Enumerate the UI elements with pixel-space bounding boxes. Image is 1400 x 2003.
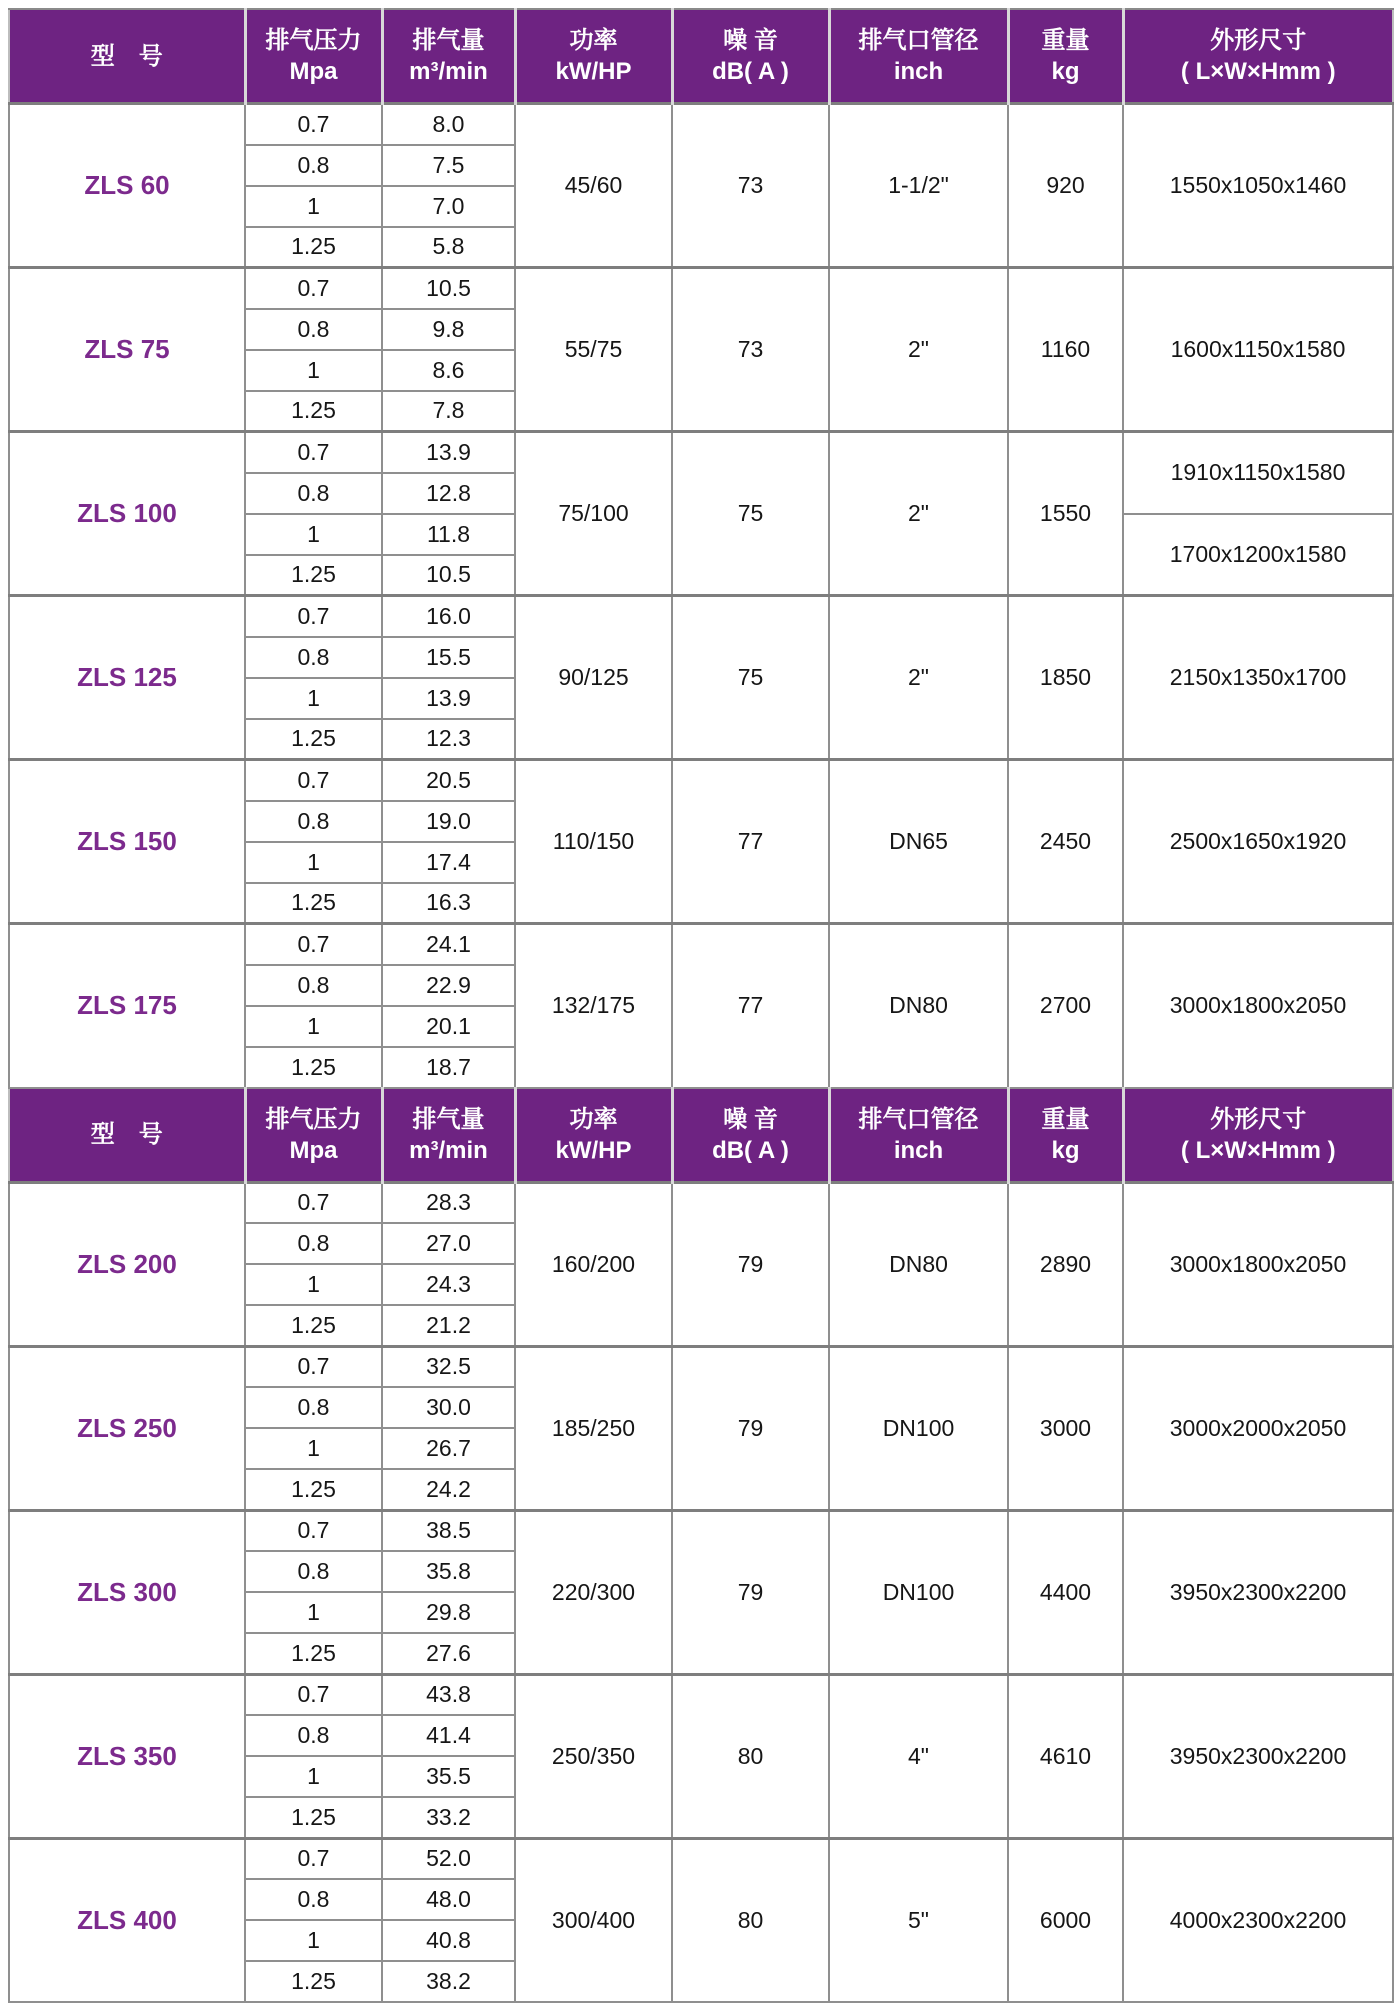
power-cell: 185/250 — [515, 1346, 672, 1510]
pressure-cell: 1.25 — [245, 1961, 382, 2002]
displacement-cell: 38.2 — [382, 1961, 515, 2002]
dimensions-cell: 2150x1350x1700 — [1123, 596, 1393, 760]
column-header-displacement-label: 排气量 — [412, 1105, 485, 1133]
column-header-pipe-unit: inch — [893, 58, 944, 85]
column-header-displacement-unit: m³/min — [409, 58, 488, 85]
displacement-cell: 27.0 — [382, 1223, 515, 1264]
pressure-cell: 0.8 — [245, 965, 382, 1006]
displacement-cell: 16.0 — [382, 596, 515, 637]
displacement-cell: 24.2 — [382, 1469, 515, 1510]
column-header-power-label: 功率 — [569, 27, 618, 54]
column-header-noise-unit: dB( A ) — [712, 58, 789, 85]
pressure-cell: 1.25 — [245, 883, 382, 924]
spec-row — [9, 1838, 1393, 1879]
pressure-cell: 0.8 — [245, 145, 382, 186]
pressure-cell: 0.8 — [245, 1879, 382, 1920]
weight-cell: 4400 — [1008, 1510, 1123, 1674]
displacement-cell: 16.3 — [382, 883, 515, 924]
pressure-cell: 0.8 — [245, 637, 382, 678]
pressure-cell: 0.7 — [245, 1182, 382, 1223]
pressure-cell: 1.25 — [245, 1797, 382, 1838]
column-header-displacement — [382, 9, 515, 104]
displacement-cell: 52.0 — [382, 1838, 515, 1879]
column-header-power-label: 功率 — [569, 1105, 618, 1133]
displacement-cell: 12.8 — [382, 473, 515, 514]
displacement-cell: 13.9 — [382, 678, 515, 719]
displacement-cell: 43.8 — [382, 1674, 515, 1715]
pressure-cell: 1 — [245, 1428, 382, 1469]
column-header-displacement-label: 排气量 — [412, 27, 485, 54]
displacement-cell: 7.5 — [382, 145, 515, 186]
pipe-diameter-cell: 2" — [829, 432, 1008, 596]
weight-cell: 1850 — [1008, 596, 1123, 760]
pressure-cell: 1 — [245, 1756, 382, 1797]
pressure-cell: 0.7 — [245, 432, 382, 473]
pipe-diameter-cell: DN80 — [829, 924, 1008, 1088]
pressure-cell: 1 — [245, 1264, 382, 1305]
pressure-cell: 1 — [245, 678, 382, 719]
column-header-model — [9, 1088, 245, 1183]
dimensions-cell: 3000x1800x2050 — [1123, 1182, 1393, 1346]
pressure-cell: 0.7 — [245, 596, 382, 637]
column-header-power — [515, 9, 672, 104]
pressure-cell: 1.25 — [245, 1469, 382, 1510]
column-header-displacement — [382, 1088, 515, 1183]
dimensions-cell: 3000x2000x2050 — [1123, 1346, 1393, 1510]
model-cell: ZLS 100 — [9, 432, 245, 596]
pipe-diameter-cell: 4" — [829, 1674, 1008, 1838]
spec-row — [9, 1674, 1393, 1715]
pipe-diameter-cell: DN100 — [829, 1510, 1008, 1674]
column-header-pipe-label: 排气口管径 — [858, 27, 979, 54]
pressure-cell: 0.7 — [245, 1674, 382, 1715]
pressure-cell: 0.7 — [245, 760, 382, 801]
spec-row — [9, 104, 1393, 145]
noise-cell: 73 — [672, 268, 829, 432]
model-cell: ZLS 75 — [9, 268, 245, 432]
pressure-cell: 1 — [245, 350, 382, 391]
dimensions-cell: 3950x2300x2200 — [1123, 1674, 1393, 1838]
power-cell: 55/75 — [515, 268, 672, 432]
dimensions-cell: 1910x1150x1580 — [1123, 432, 1393, 514]
displacement-cell: 18.7 — [382, 1047, 515, 1088]
pressure-cell: 0.7 — [245, 1346, 382, 1387]
column-header-model-label: 型 号 — [90, 42, 163, 70]
pipe-diameter-cell: DN100 — [829, 1346, 1008, 1510]
power-cell: 90/125 — [515, 596, 672, 760]
displacement-cell: 20.5 — [382, 760, 515, 801]
column-header-pressure — [245, 9, 382, 104]
noise-cell: 77 — [672, 924, 829, 1088]
column-header-pipe-unit: inch — [893, 1136, 944, 1164]
pressure-cell: 1.25 — [245, 1047, 382, 1088]
noise-cell: 79 — [672, 1182, 829, 1346]
dimensions-cell: 1600x1150x1580 — [1123, 268, 1393, 432]
displacement-cell: 13.9 — [382, 432, 515, 473]
displacement-cell: 22.9 — [382, 965, 515, 1006]
pressure-cell: 0.8 — [245, 309, 382, 350]
power-cell: 160/200 — [515, 1182, 672, 1346]
pressure-cell: 0.8 — [245, 1715, 382, 1756]
pressure-cell: 1.25 — [245, 1305, 382, 1346]
pipe-diameter-cell: 2" — [829, 268, 1008, 432]
pressure-cell: 0.7 — [245, 104, 382, 145]
displacement-cell: 11.8 — [382, 514, 515, 555]
model-cell: ZLS 350 — [9, 1674, 245, 1838]
column-header-power — [515, 1088, 672, 1183]
column-header-dims-unit: ( L×W×Hmm ) — [1180, 1136, 1336, 1164]
displacement-cell: 32.5 — [382, 1346, 515, 1387]
pipe-diameter-cell: DN80 — [829, 1182, 1008, 1346]
pressure-cell: 1 — [245, 186, 382, 227]
pressure-cell: 1.25 — [245, 719, 382, 760]
column-header-pipe — [829, 9, 1008, 104]
displacement-cell: 5.8 — [382, 227, 515, 268]
displacement-cell: 24.3 — [382, 1264, 515, 1305]
noise-cell: 79 — [672, 1346, 829, 1510]
spec-row — [9, 1346, 1393, 1387]
column-header-dims-unit: ( L×W×Hmm ) — [1180, 58, 1336, 85]
column-header-pressure-unit: Mpa — [289, 1136, 338, 1164]
pressure-cell: 0.7 — [245, 1510, 382, 1551]
noise-cell: 75 — [672, 596, 829, 760]
column-header-power-unit: kW/HP — [555, 58, 632, 85]
weight-cell: 2700 — [1008, 924, 1123, 1088]
column-header-dims-label: 外形尺寸 — [1210, 27, 1307, 54]
noise-cell: 75 — [672, 432, 829, 596]
weight-cell: 3000 — [1008, 1346, 1123, 1510]
displacement-cell: 30.0 — [382, 1387, 515, 1428]
column-header-noise — [672, 9, 829, 104]
column-header-weight-label: 重量 — [1041, 1105, 1090, 1133]
displacement-cell: 29.8 — [382, 1592, 515, 1633]
weight-cell: 1550 — [1008, 432, 1123, 596]
pipe-diameter-cell: DN65 — [829, 760, 1008, 924]
column-header-row-0 — [9, 9, 1393, 104]
dimensions-cell: 1700x1200x1580 — [1123, 514, 1393, 596]
spec-table-body — [9, 9, 1393, 2002]
displacement-cell: 10.5 — [382, 268, 515, 309]
power-cell: 75/100 — [515, 432, 672, 596]
noise-cell: 80 — [672, 1674, 829, 1838]
column-header-displacement-unit: m³/min — [409, 1136, 488, 1164]
model-cell: ZLS 400 — [9, 1838, 245, 2002]
spec-row — [9, 596, 1393, 637]
pressure-cell: 0.7 — [245, 268, 382, 309]
power-cell: 300/400 — [515, 1838, 672, 2002]
spec-row — [9, 1182, 1393, 1223]
spec-row — [9, 268, 1393, 309]
power-cell: 45/60 — [515, 104, 672, 268]
spec-row — [9, 432, 1393, 473]
weight-cell: 2890 — [1008, 1182, 1123, 1346]
column-header-weight — [1008, 1088, 1123, 1183]
pressure-cell: 1 — [245, 1006, 382, 1047]
column-header-pipe — [829, 1088, 1008, 1183]
displacement-cell: 7.0 — [382, 186, 515, 227]
column-header-row-1 — [9, 1088, 1393, 1183]
weight-cell: 6000 — [1008, 1838, 1123, 2002]
pressure-cell: 0.8 — [245, 1551, 382, 1592]
weight-cell: 4610 — [1008, 1674, 1123, 1838]
weight-cell: 1160 — [1008, 268, 1123, 432]
pressure-cell: 0.7 — [245, 1838, 382, 1879]
column-header-weight-unit: kg — [1051, 58, 1080, 85]
noise-cell: 73 — [672, 104, 829, 268]
dimensions-cell: 2500x1650x1920 — [1123, 760, 1393, 924]
dimensions-cell: 4000x2300x2200 — [1123, 1838, 1393, 2002]
pressure-cell: 1.25 — [245, 391, 382, 432]
noise-cell: 80 — [672, 1838, 829, 2002]
column-header-noise-label: 噪 音 — [723, 1105, 778, 1133]
displacement-cell: 27.6 — [382, 1633, 515, 1674]
spec-row — [9, 1510, 1393, 1551]
column-header-pipe-label: 排气口管径 — [858, 1105, 979, 1133]
displacement-cell: 24.1 — [382, 924, 515, 965]
displacement-cell: 35.8 — [382, 1551, 515, 1592]
column-header-weight-label: 重量 — [1041, 27, 1090, 54]
pipe-diameter-cell: 5" — [829, 1838, 1008, 2002]
displacement-cell: 8.0 — [382, 104, 515, 145]
power-cell: 110/150 — [515, 760, 672, 924]
spec-row — [9, 924, 1393, 965]
model-cell: ZLS 200 — [9, 1182, 245, 1346]
column-header-pressure-unit: Mpa — [289, 58, 338, 85]
column-header-noise-label: 噪 音 — [723, 27, 778, 54]
model-cell: ZLS 150 — [9, 760, 245, 924]
column-header-weight-unit: kg — [1051, 1136, 1080, 1164]
displacement-cell: 38.5 — [382, 1510, 515, 1551]
column-header-power-unit: kW/HP — [555, 1136, 632, 1164]
displacement-cell: 15.5 — [382, 637, 515, 678]
displacement-cell: 28.3 — [382, 1182, 515, 1223]
column-header-dims-label: 外形尺寸 — [1210, 1105, 1307, 1133]
noise-cell: 79 — [672, 1510, 829, 1674]
displacement-cell: 17.4 — [382, 842, 515, 883]
weight-cell: 2450 — [1008, 760, 1123, 924]
displacement-cell: 40.8 — [382, 1920, 515, 1961]
power-cell: 132/175 — [515, 924, 672, 1088]
column-header-dims — [1123, 9, 1393, 104]
column-header-model — [9, 9, 245, 104]
column-header-pressure-label: 排气压力 — [265, 27, 362, 54]
pressure-cell: 1.25 — [245, 1633, 382, 1674]
power-cell: 250/350 — [515, 1674, 672, 1838]
displacement-cell: 48.0 — [382, 1879, 515, 1920]
displacement-cell: 20.1 — [382, 1006, 515, 1047]
pressure-cell: 0.8 — [245, 1223, 382, 1264]
model-cell: ZLS 125 — [9, 596, 245, 760]
pipe-diameter-cell: 2" — [829, 596, 1008, 760]
noise-cell: 77 — [672, 760, 829, 924]
column-header-pressure-label: 排气压力 — [265, 1105, 362, 1133]
dimensions-cell: 3000x1800x2050 — [1123, 924, 1393, 1088]
column-header-weight — [1008, 9, 1123, 104]
model-cell: ZLS 300 — [9, 1510, 245, 1674]
weight-cell: 920 — [1008, 104, 1123, 268]
pressure-cell: 1 — [245, 1592, 382, 1633]
model-cell: ZLS 250 — [9, 1346, 245, 1510]
displacement-cell: 21.2 — [382, 1305, 515, 1346]
pressure-cell: 1 — [245, 514, 382, 555]
pressure-cell: 1.25 — [245, 555, 382, 596]
displacement-cell: 10.5 — [382, 555, 515, 596]
pressure-cell: 0.7 — [245, 924, 382, 965]
displacement-cell: 9.8 — [382, 309, 515, 350]
displacement-cell: 33.2 — [382, 1797, 515, 1838]
model-cell: ZLS 175 — [9, 924, 245, 1088]
dimensions-cell: 1550x1050x1460 — [1123, 104, 1393, 268]
model-cell: ZLS 60 — [9, 104, 245, 268]
displacement-cell: 35.5 — [382, 1756, 515, 1797]
column-header-noise-unit: dB( A ) — [712, 1136, 789, 1164]
spec-row — [9, 760, 1393, 801]
column-header-model-label: 型 号 — [90, 1121, 163, 1148]
pressure-cell: 0.8 — [245, 1387, 382, 1428]
pressure-cell: 1 — [245, 1920, 382, 1961]
column-header-dims — [1123, 1088, 1393, 1183]
displacement-cell: 19.0 — [382, 801, 515, 842]
pressure-cell: 1.25 — [245, 227, 382, 268]
displacement-cell: 12.3 — [382, 719, 515, 760]
power-cell: 220/300 — [515, 1510, 672, 1674]
displacement-cell: 8.6 — [382, 350, 515, 391]
column-header-noise — [672, 1088, 829, 1183]
pipe-diameter-cell: 1-1/2" — [829, 104, 1008, 268]
displacement-cell: 7.8 — [382, 391, 515, 432]
compressor-spec-table — [8, 8, 1394, 2003]
pressure-cell: 0.8 — [245, 801, 382, 842]
column-header-pressure — [245, 1088, 382, 1183]
displacement-cell: 41.4 — [382, 1715, 515, 1756]
displacement-cell: 26.7 — [382, 1428, 515, 1469]
pressure-cell: 1 — [245, 842, 382, 883]
dimensions-cell: 3950x2300x2200 — [1123, 1510, 1393, 1674]
pressure-cell: 0.8 — [245, 473, 382, 514]
